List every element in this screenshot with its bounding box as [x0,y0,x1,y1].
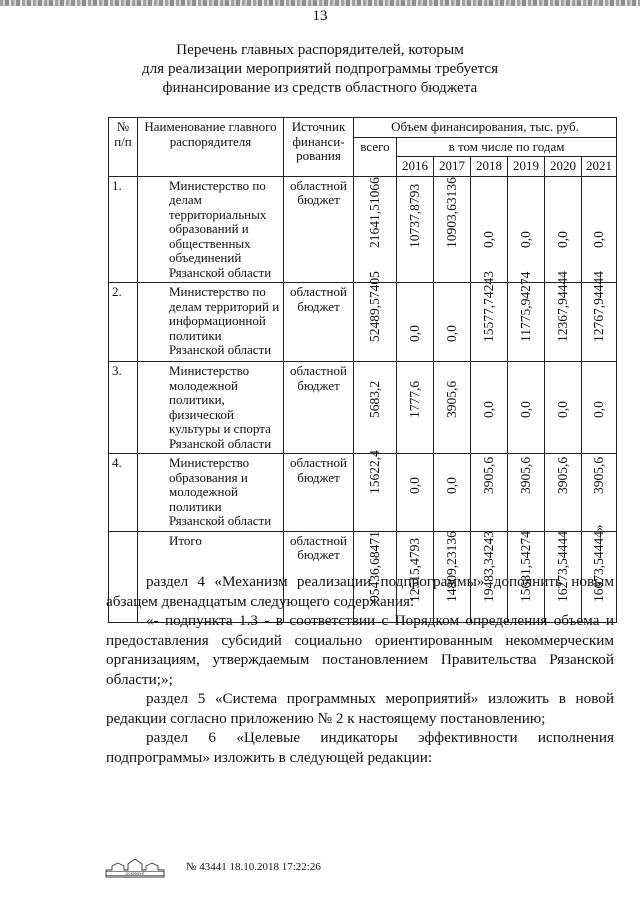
year-cell [582,454,617,532]
year-cell [397,362,434,454]
year-cell-value: 1777,6 [406,380,422,418]
header-year: 2018 [471,157,508,177]
year-cell [582,362,617,454]
year-cell-value: 12367,94444 [554,270,570,342]
distributor-name: Министерство молодежной политики, физической культуры и спорта Рязанской области [138,362,284,454]
funding-source: областной бюджет [284,362,354,454]
year-cell [508,176,545,283]
funding-table [108,117,617,623]
header-name: Наименование главного распорядителя [138,118,284,177]
year-cell-value: 16673,54444» [590,524,606,602]
total-cell [354,176,397,283]
footer [104,858,504,880]
distributor-name: Министерство по делам территорий и информационной политики Рязанской области [138,283,284,362]
year-cell-value: 11775,94274 [517,271,533,342]
year-cell-value: 0,0 [590,400,606,418]
header-year: 2019 [508,157,545,177]
year-cell [471,176,508,283]
total-cell-value: 95436,68471 [366,531,382,602]
funding-source: областной бюджет [284,531,354,622]
year-cell-value: 10737,8793 [406,183,422,248]
year-cell [397,283,434,362]
year-cell [545,454,582,532]
table-row [109,362,617,454]
year-cell-value: 3905,6 [480,456,496,494]
header-year: 2020 [545,157,582,177]
paragraph-section-4: раздел 4 «Механизм реализации подпрограммы» дополнить новым абзацем двенадцатым следующего содержания: [106,573,614,610]
header-year: 2021 [582,157,617,177]
title-line: для реализации мероприятий подпрограммы требуется [141,60,499,77]
year-cell-value: 3905,6 [517,456,533,494]
year-cell-value: 0,0 [406,476,422,494]
total-cell [354,362,397,454]
total-cell-value: 21641,51066 [366,177,382,248]
year-cell-value: 12515,4793 [406,537,422,602]
year-cell-value: 0,0 [443,476,459,494]
year-cell [508,271,545,362]
year-cell-value: 14809,23136 [443,531,459,602]
year-cell-value: 0,0 [554,400,570,418]
scan-edge-artifact [0,0,640,6]
funding-source: областной бюджет [284,454,354,532]
year-cell [471,454,508,532]
year-cell [434,362,471,454]
header-year: 2017 [434,157,471,177]
year-cell-value: 16273,54444 [554,531,570,602]
row-number: 3. [109,362,138,454]
funding-source: областной бюджет [284,176,354,283]
title-line: Перечень главных распорядителей, которым [176,41,464,58]
total-cell-value: 15622,4 [366,449,382,494]
total-cell [354,449,397,532]
year-cell [471,362,508,454]
year-cell-value: 0,0 [590,231,606,248]
year-cell-value: 0,0 [480,231,496,248]
total-cell-value: 52489,57405 [366,270,382,342]
year-cell [434,176,471,283]
header-by-years: в том числе по годам [397,137,617,157]
header-source: Источник финанси-рования [284,118,354,177]
table-row [109,176,617,283]
header-num: № п/п [109,118,138,177]
year-cell [434,283,471,362]
document-title [0,40,640,97]
year-cell-value: 10903,63136 [443,177,459,248]
year-cell [508,454,545,532]
year-cell [397,454,434,532]
year-cell-value: 3905,6 [554,456,570,494]
year-cell [545,176,582,283]
stamp-text: ДОКУМЕНТ [125,872,145,876]
header-volume: Объем финансирования, тыс. руб. [354,118,617,138]
header-year: 2016 [397,157,434,177]
year-cell [508,362,545,454]
paragraph-quote: «- подпункта 1.3 - в соответствии с Порядком определения объема и предоставления субсидий социально ориентированным некоммерческим организациям, утверждаемым постановлением Правительства Рязанской области;»; [106,612,614,688]
year-cell [545,270,582,362]
header-total: всего [354,137,397,176]
row-number: 2. [109,283,138,362]
year-cell-value: 0,0 [517,231,533,248]
distributor-name: Итого [138,531,284,622]
year-cell-value: 12767,94444 [590,270,606,342]
distributor-name: Министерство по делам территориальных образований и общественных объединений Рязанской области [138,176,284,283]
year-cell-value: 3905,6 [590,456,606,494]
year-cell-value: 15681,54274 [517,531,533,602]
year-cell-value: 0,0 [480,400,496,418]
total-cell [354,270,397,362]
page-number: 13 [312,8,328,24]
year-cell [434,454,471,532]
year-cell-value: 3905,6 [443,380,459,418]
title-line: финансирование из средств областного бюджета [162,79,478,96]
year-cell-value: 15577,74243 [480,270,496,342]
year-cell-value: 0,0 [406,324,422,342]
year-cell-value: 0,0 [443,324,459,342]
table-body [109,176,617,622]
total-cell-value: 5683,2 [366,380,382,418]
registry-stamp-icon [104,858,166,878]
year-cell-value: 0,0 [554,231,570,248]
table-row [109,454,617,532]
table-row [109,283,617,362]
row-number: 1. [109,176,138,283]
funding-source: областной бюджет [284,283,354,362]
year-cell [582,270,617,362]
paragraph-section-6: раздел 6 «Целевые индикаторы эффективности исполнения подпрограммы» изложить в следующей редакции: [106,729,614,766]
paragraph-section-5: раздел 5 «Система программных мероприятий» изложить в новой редакции согласно приложению № 2 к настоящему постановлению; [106,690,614,727]
year-cell [582,176,617,283]
year-cell [471,270,508,362]
year-cell-value: 0,0 [517,400,533,418]
distributor-name: Министерство образования и молодежной политики Рязанской области [138,454,284,532]
year-cell [397,176,434,283]
year-cell [545,362,582,454]
year-cell-value: 19483,34243 [480,531,496,602]
signature-info: № 43441 18.10.2018 17:22:26 [186,861,321,873]
row-number: 4. [109,454,138,532]
